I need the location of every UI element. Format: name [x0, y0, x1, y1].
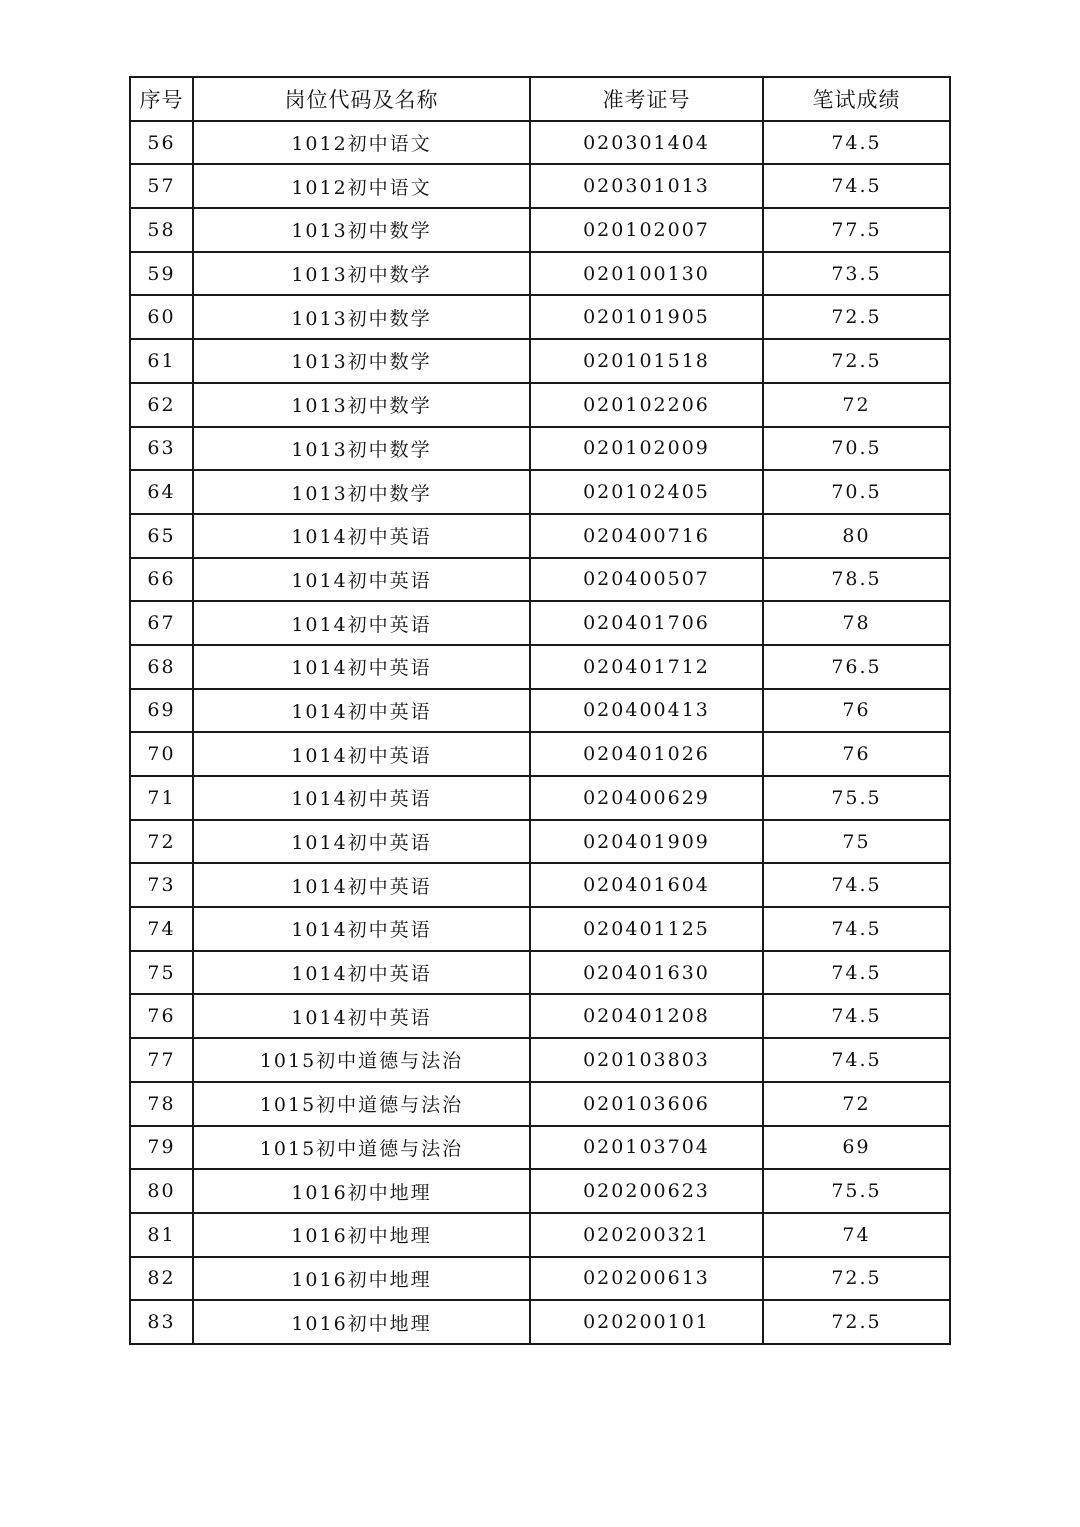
- cell-no: 70: [130, 732, 193, 776]
- cell-score: 73.5: [763, 252, 950, 296]
- cell-post: 1013初中数学: [193, 427, 530, 471]
- cell-post: 1014初中英语: [193, 907, 530, 951]
- table-row: [130, 1257, 950, 1301]
- cell-post: 1014初中英语: [193, 732, 530, 776]
- cell-post: 1014初中英语: [193, 776, 530, 820]
- cell-ticket: 020100130: [530, 252, 763, 296]
- table-row: [130, 994, 950, 1038]
- cell-score: 72.5: [763, 1257, 950, 1301]
- table-row: [130, 776, 950, 820]
- cell-no: 56: [130, 121, 193, 165]
- cell-ticket: 020400507: [530, 558, 763, 602]
- cell-score: 74.5: [763, 863, 950, 907]
- cell-post: 1016初中地理: [193, 1257, 530, 1301]
- cell-score: 74.5: [763, 951, 950, 995]
- cell-post: 1014初中英语: [193, 689, 530, 733]
- cell-score: 80: [763, 514, 950, 558]
- cell-score: 74.5: [763, 994, 950, 1038]
- cell-no: 64: [130, 470, 193, 514]
- header-post: 岗位代码及名称: [193, 77, 530, 121]
- header-no: 序号: [130, 77, 193, 121]
- cell-score: 74.5: [763, 121, 950, 165]
- cell-score: 75.5: [763, 776, 950, 820]
- cell-ticket: 020301404: [530, 121, 763, 165]
- cell-post: 1013初中数学: [193, 295, 530, 339]
- cell-score: 76.5: [763, 645, 950, 689]
- table-row: [130, 208, 950, 252]
- cell-no: 69: [130, 689, 193, 733]
- cell-no: 57: [130, 164, 193, 208]
- table-row: [130, 383, 950, 427]
- table-body: [130, 121, 950, 1344]
- cell-no: 65: [130, 514, 193, 558]
- cell-score: 72.5: [763, 295, 950, 339]
- table-row: [130, 951, 950, 995]
- cell-score: 70.5: [763, 427, 950, 471]
- table-row: [130, 732, 950, 776]
- cell-no: 81: [130, 1213, 193, 1257]
- cell-post: 1014初中英语: [193, 994, 530, 1038]
- cell-post: 1012初中语文: [193, 121, 530, 165]
- cell-no: 79: [130, 1126, 193, 1170]
- cell-ticket: 020200101: [530, 1300, 763, 1344]
- cell-no: 61: [130, 339, 193, 383]
- table-row: [130, 907, 950, 951]
- cell-ticket: 020401026: [530, 732, 763, 776]
- cell-ticket: 020102206: [530, 383, 763, 427]
- cell-post: 1014初中英语: [193, 645, 530, 689]
- cell-post: 1013初中数学: [193, 470, 530, 514]
- cell-score: 78.5: [763, 558, 950, 602]
- table-row: [130, 339, 950, 383]
- cell-score: 74: [763, 1213, 950, 1257]
- cell-no: 74: [130, 907, 193, 951]
- cell-score: 77.5: [763, 208, 950, 252]
- cell-no: 72: [130, 820, 193, 864]
- cell-ticket: 020401604: [530, 863, 763, 907]
- table-header: [130, 77, 950, 121]
- cell-post: 1013初中数学: [193, 252, 530, 296]
- table-row: [130, 121, 950, 165]
- table-row: [130, 1300, 950, 1344]
- cell-ticket: 020301013: [530, 164, 763, 208]
- cell-ticket: 020401630: [530, 951, 763, 995]
- cell-post: 1014初中英语: [193, 951, 530, 995]
- cell-post: 1014初中英语: [193, 820, 530, 864]
- cell-score: 76: [763, 732, 950, 776]
- cell-score: 70.5: [763, 470, 950, 514]
- cell-post: 1013初中数学: [193, 339, 530, 383]
- cell-ticket: 020401909: [530, 820, 763, 864]
- table-row: [130, 1213, 950, 1257]
- cell-no: 78: [130, 1082, 193, 1126]
- cell-no: 67: [130, 601, 193, 645]
- table-row: [130, 863, 950, 907]
- cell-post: 1012初中语文: [193, 164, 530, 208]
- table-row: [130, 252, 950, 296]
- cell-post: 1015初中道德与法治: [193, 1126, 530, 1170]
- cell-post: 1016初中地理: [193, 1213, 530, 1257]
- cell-no: 68: [130, 645, 193, 689]
- cell-no: 63: [130, 427, 193, 471]
- cell-ticket: 020101518: [530, 339, 763, 383]
- table-row: [130, 558, 950, 602]
- cell-post: 1014初中英语: [193, 601, 530, 645]
- table-row: [130, 164, 950, 208]
- table-row: [130, 427, 950, 471]
- cell-no: 59: [130, 252, 193, 296]
- cell-score: 72: [763, 1082, 950, 1126]
- cell-post: 1015初中道德与法治: [193, 1038, 530, 1082]
- cell-ticket: 020102009: [530, 427, 763, 471]
- cell-ticket: 020401712: [530, 645, 763, 689]
- cell-no: 75: [130, 951, 193, 995]
- cell-post: 1014初中英语: [193, 863, 530, 907]
- cell-ticket: 020200623: [530, 1169, 763, 1213]
- header-row: [130, 77, 950, 121]
- cell-ticket: 020102405: [530, 470, 763, 514]
- cell-ticket: 020400629: [530, 776, 763, 820]
- cell-no: 62: [130, 383, 193, 427]
- table-row: [130, 470, 950, 514]
- cell-no: 76: [130, 994, 193, 1038]
- cell-score: 72: [763, 383, 950, 427]
- cell-no: 82: [130, 1257, 193, 1301]
- cell-post: 1015初中道德与法治: [193, 1082, 530, 1126]
- cell-no: 80: [130, 1169, 193, 1213]
- cell-post: 1014初中英语: [193, 558, 530, 602]
- cell-ticket: 020103704: [530, 1126, 763, 1170]
- score-table: [129, 76, 951, 1345]
- cell-score: 74.5: [763, 164, 950, 208]
- cell-no: 71: [130, 776, 193, 820]
- cell-score: 76: [763, 689, 950, 733]
- header-score: 笔试成绩: [763, 77, 950, 121]
- cell-ticket: 020400716: [530, 514, 763, 558]
- cell-no: 73: [130, 863, 193, 907]
- table-row: [130, 689, 950, 733]
- cell-ticket: 020103606: [530, 1082, 763, 1126]
- cell-no: 77: [130, 1038, 193, 1082]
- cell-ticket: 020400413: [530, 689, 763, 733]
- table-row: [130, 820, 950, 864]
- table-row: [130, 1038, 950, 1082]
- cell-ticket: 020200613: [530, 1257, 763, 1301]
- table-row: [130, 514, 950, 558]
- cell-score: 72.5: [763, 1300, 950, 1344]
- cell-post: 1016初中地理: [193, 1169, 530, 1213]
- cell-ticket: 020401125: [530, 907, 763, 951]
- cell-score: 69: [763, 1126, 950, 1170]
- cell-no: 60: [130, 295, 193, 339]
- cell-post: 1013初中数学: [193, 383, 530, 427]
- cell-ticket: 020200321: [530, 1213, 763, 1257]
- table-row: [130, 295, 950, 339]
- cell-no: 58: [130, 208, 193, 252]
- cell-score: 72.5: [763, 339, 950, 383]
- table-row: [130, 645, 950, 689]
- cell-ticket: 020103803: [530, 1038, 763, 1082]
- table-row: [130, 601, 950, 645]
- cell-post: 1016初中地理: [193, 1300, 530, 1344]
- table-row: [130, 1126, 950, 1170]
- cell-score: 74.5: [763, 1038, 950, 1082]
- cell-no: 66: [130, 558, 193, 602]
- cell-score: 78: [763, 601, 950, 645]
- header-ticket: 准考证号: [530, 77, 763, 121]
- cell-score: 75: [763, 820, 950, 864]
- cell-score: 74.5: [763, 907, 950, 951]
- cell-score: 75.5: [763, 1169, 950, 1213]
- cell-post: 1013初中数学: [193, 208, 530, 252]
- table-row: [130, 1169, 950, 1213]
- cell-post: 1014初中英语: [193, 514, 530, 558]
- cell-ticket: 020401208: [530, 994, 763, 1038]
- cell-ticket: 020101905: [530, 295, 763, 339]
- cell-ticket: 020102007: [530, 208, 763, 252]
- cell-no: 83: [130, 1300, 193, 1344]
- cell-ticket: 020401706: [530, 601, 763, 645]
- table-row: [130, 1082, 950, 1126]
